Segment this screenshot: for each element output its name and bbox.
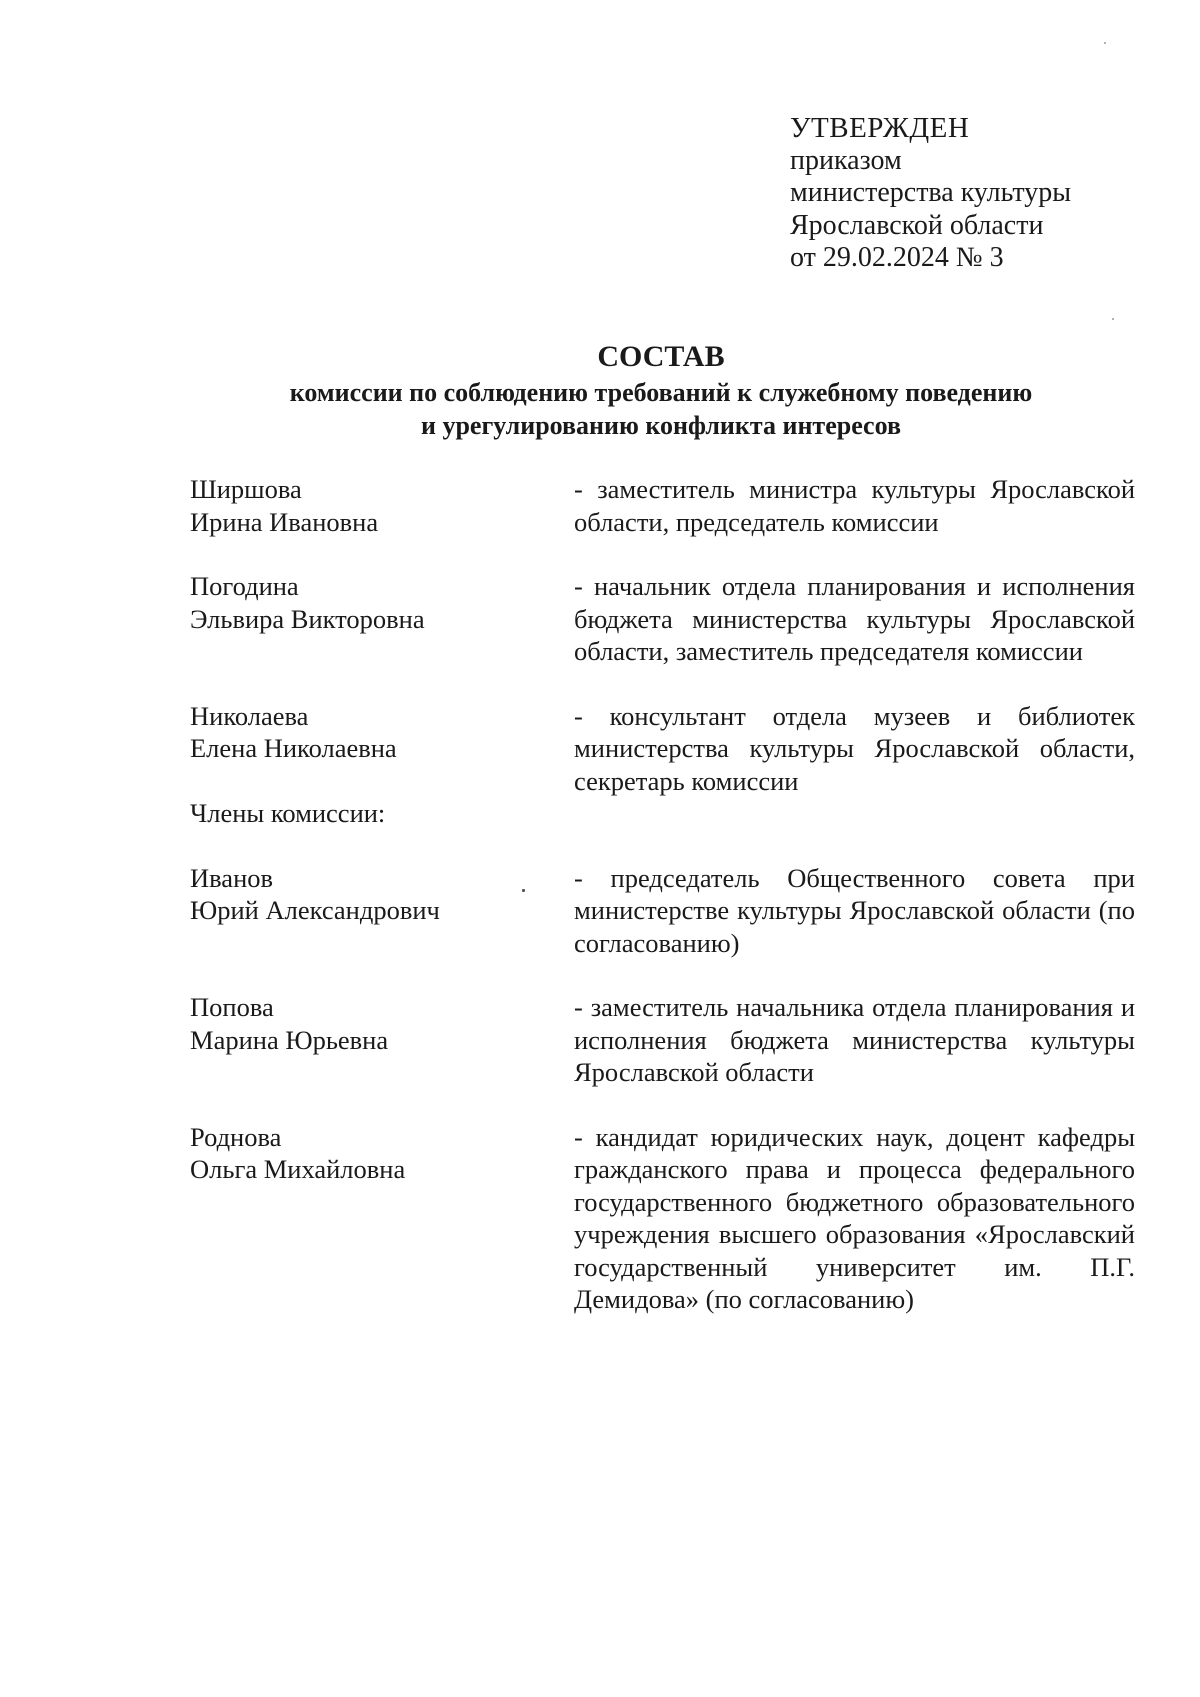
approval-line: Ярославской области — [790, 209, 1044, 241]
member-surname: Погодина — [190, 571, 299, 601]
member-role: - консультант отдела музеев и библиотек министерства культуры Ярославской области, секретарь комиссии — [574, 700, 1135, 796]
member-row — [190, 1121, 1135, 1316]
scan-speck — [1112, 318, 1114, 320]
document-subtitle-line: и урегулированию конфликта интересов — [420, 411, 901, 440]
document-title: СОСТАВ — [597, 340, 725, 373]
approval-line: министерства культуры — [790, 177, 1072, 208]
member-name — [190, 991, 574, 1056]
member-row — [190, 700, 1135, 798]
member-given-name: Ольга Михайловна — [190, 1154, 406, 1184]
member-name — [190, 473, 574, 538]
member-surname: Попова — [190, 992, 274, 1022]
member-given-name: Ирина Ивановна — [190, 506, 379, 537]
document-heading — [0, 338, 1200, 442]
member-surname: Ширшова — [190, 474, 302, 504]
member-name — [190, 862, 574, 927]
scan-speck — [1104, 42, 1106, 44]
member-row — [190, 991, 1135, 1089]
approval-order-date: от 29.02.2024 № 3 — [790, 242, 1004, 273]
member-name — [190, 1121, 574, 1186]
member-role: - заместитель начальника отдела планирования и исполнения бюджета министерства культуры Ярославской области — [574, 992, 1135, 1087]
member-surname: Иванов — [190, 862, 274, 893]
member-role: - начальник отдела планирования и исполнения бюджета министерства культуры Ярославской области, заместитель председателя комиссии — [574, 571, 1135, 666]
members-section-label: Члены комиссии: — [190, 798, 386, 828]
approval-line: приказом — [790, 144, 902, 176]
approval-stamp: УТВЕРЖДЕН — [790, 112, 970, 144]
member-row — [190, 570, 1135, 668]
member-name — [190, 570, 574, 635]
member-name — [190, 700, 574, 765]
scan-speck — [522, 889, 525, 892]
approval-block — [790, 112, 1071, 275]
document-subtitle-line: комиссии по соблюдению требований к служебному поведению — [289, 378, 1033, 407]
member-given-name: Юрий Александрович — [190, 895, 440, 925]
member-given-name: Марина Юрьевна — [190, 1024, 389, 1055]
member-given-name: Эльвира Викторовна — [190, 603, 425, 634]
member-given-name: Елена Николаевна — [190, 733, 397, 763]
member-row — [190, 862, 1135, 960]
member-surname: Роднова — [190, 1121, 282, 1152]
member-role: - кандидат юридических наук, доцент кафедры гражданского права и процесса федерального государственного бюджетного образовательного учреждения высшего образования «Ярославский государственный университет им. П.Г. Демидова» (по согласованию) — [574, 1121, 1135, 1314]
member-role: - заместитель министра культуры Ярославской области, председатель комиссии — [574, 474, 1135, 537]
member-role: - председатель Общественного совета при министерстве культуры Ярославской области (по согласованию) — [574, 862, 1135, 958]
member-surname: Николаева — [190, 700, 309, 731]
commission-roster — [190, 473, 1135, 1316]
member-row — [190, 473, 1135, 538]
